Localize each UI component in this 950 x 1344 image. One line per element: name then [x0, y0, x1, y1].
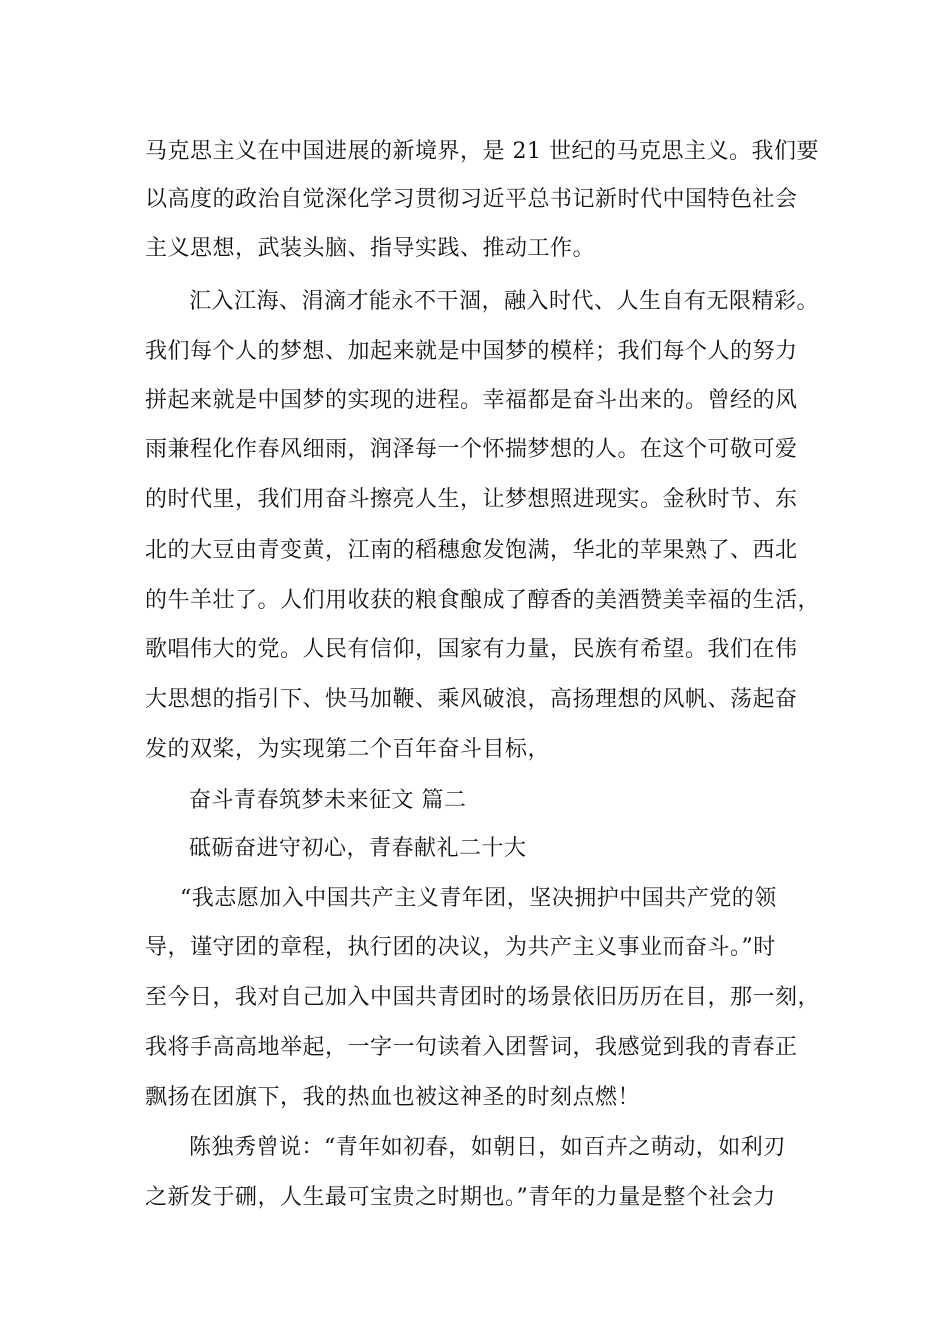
paragraph-line: 北的大豆由青变黄，江南的稻穗愈发饱满，华北的苹果熟了、西北: [145, 538, 798, 563]
paragraph-line: 我们每个人的梦想、加起来就是中国梦的模样；我们每个人的努力: [145, 339, 798, 364]
paragraph-line: 马克思主义在中国进展的新境界，是 21 世纪的马克思主义。我们要: [145, 139, 819, 164]
paragraph-line: 以高度的政治自觉深化学习贯彻习近平总书记新时代中国特色社会: [145, 187, 798, 212]
paragraph-line: 大思想的指引下、快马加鞭、乘风破浪，高扬理想的风帆、荡起奋: [145, 687, 798, 712]
paragraph-line: 主义思想，武装头脑、指导实践、推动工作。: [145, 236, 596, 261]
paragraph-line: 我将手高高地举起，一字一句读着入团誓词，我感觉到我的青春正: [145, 1035, 798, 1060]
paragraph-line: 汇入江海、涓滴才能永不干涸，融入时代、人生自有无限精彩。: [189, 289, 820, 314]
paragraph-line: 之新发于硎，人生最可宝贵之时期也。”青年的力量是整个社会力: [145, 1185, 776, 1210]
paragraph-line: 的时代里，我们用奋斗擦亮人生，让梦想照进现实。金秋时节、东: [145, 487, 798, 512]
paragraph-line: 导，谨守团的章程，执行团的决议，为共产主义事业而奋斗。”时: [145, 935, 776, 960]
paragraph-line: 的牛羊壮了。人们用收获的粮食酿成了醇香的美酒赞美幸福的生活，: [145, 588, 821, 613]
paragraph-line: 雨兼程化作春风细雨，润泽每一个怀揣梦想的人。在这个可敬可爱: [145, 437, 798, 462]
paragraph-line: 歌唱伟大的党。人民有信仰，国家有力量，民族有希望。我们在伟: [145, 637, 798, 662]
section-subtitle: 砥砺奋进守初心，青春献礼二十大: [189, 836, 527, 861]
section-heading: 奋斗青春筑梦未来征文 篇二: [189, 788, 467, 813]
paragraph-line: “我志愿加入中国共产主义青年团，坚决拥护中国共产党的领: [180, 886, 777, 911]
paragraph-line: 拼起来就是中国梦的实现的进程。幸福都是奋斗出来的。曾经的风: [145, 388, 798, 413]
paragraph-line: 飘扬在团旗下，我的热血也被这神圣的时刻点燃！: [145, 1085, 641, 1110]
paragraph-line: 发的双桨，为实现第二个百年奋斗目标，: [145, 737, 551, 762]
paragraph-line: 至今日，我对自己加入中国共青团时的场景依旧历历在目，那一刻，: [145, 985, 821, 1010]
paragraph-line: 陈独秀曾说：“青年如初春，如朝日，如百卉之萌动，如利刃: [189, 1135, 786, 1160]
